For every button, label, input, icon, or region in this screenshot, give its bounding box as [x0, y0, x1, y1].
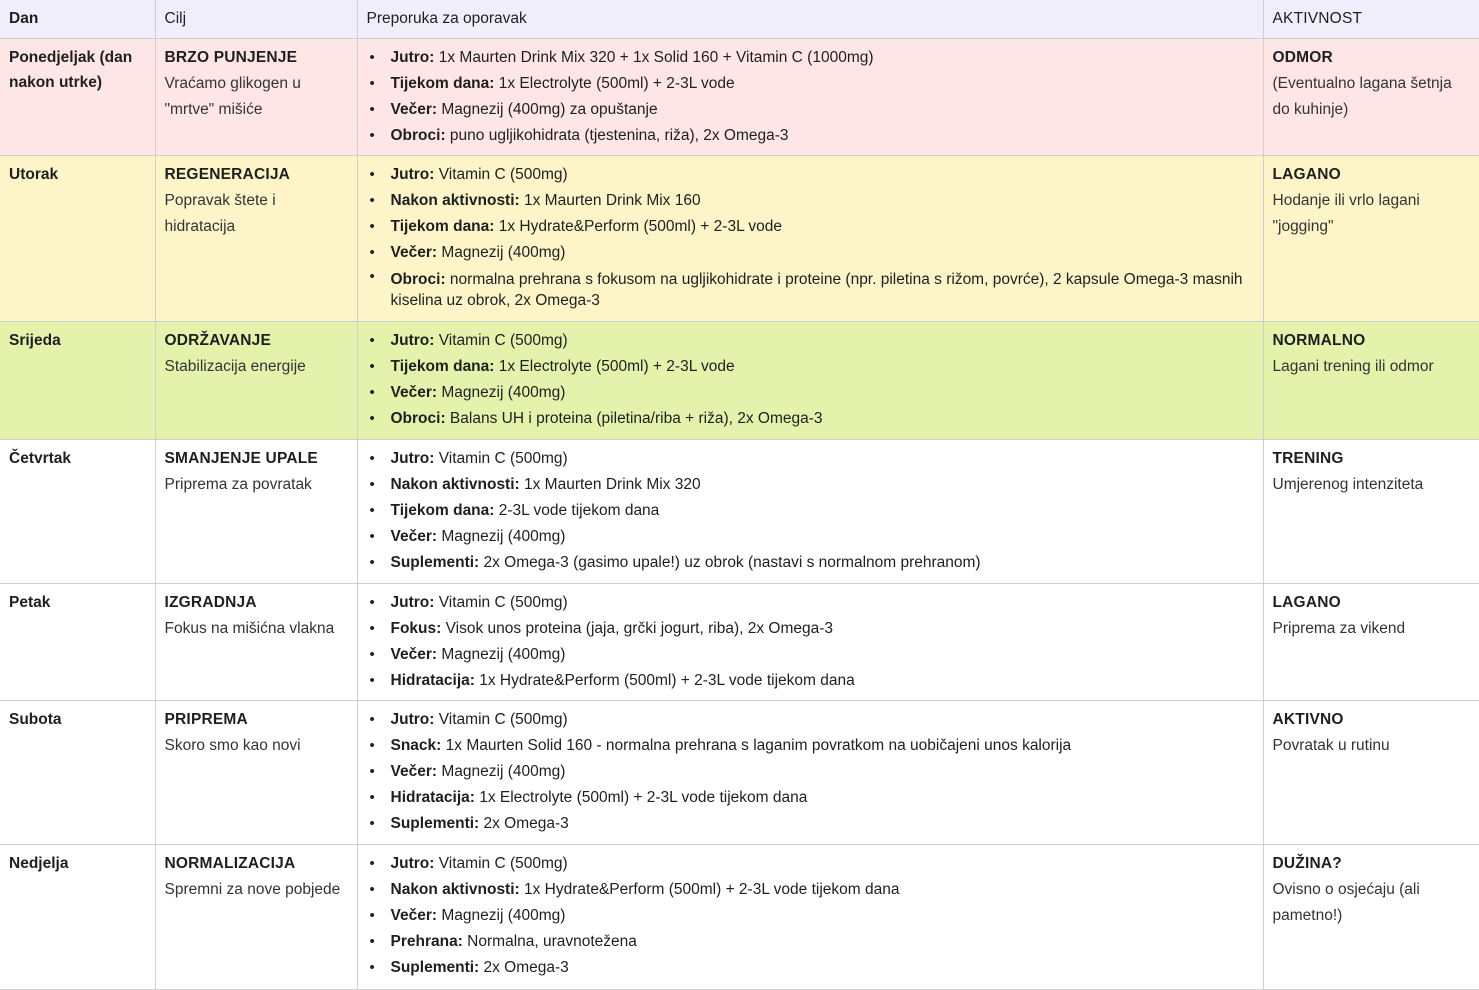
activity-description: Umjerenog intenziteta [1272, 476, 1424, 493]
goal-title: REGENERACIJA [164, 166, 291, 183]
item-label: Tijekom dana: [390, 502, 495, 519]
item-label: Jutro: [390, 711, 435, 728]
activity-title: LAGANO [1272, 594, 1341, 611]
list-item [391, 759, 1254, 785]
item-text: 1x Maurten Drink Mix 320 [519, 476, 701, 493]
activity-cell [1263, 584, 1479, 701]
list-item [391, 214, 1254, 240]
list-item [391, 45, 1254, 71]
list-item [391, 550, 1254, 576]
goal-cell [155, 440, 357, 584]
item-text: Magnezij (400mg) [437, 907, 566, 924]
list-item [391, 240, 1254, 266]
list-item [391, 733, 1254, 759]
item-label: Jutro: [390, 332, 435, 349]
goal-description: Popravak štete i hidratacija [164, 192, 276, 235]
activity-title: AKTIVNO [1272, 711, 1344, 728]
activity-title: LAGANO [1272, 166, 1341, 183]
day-label: Četvrtak [9, 450, 72, 467]
activity-cell [1263, 440, 1479, 584]
list-item [391, 668, 1254, 694]
item-text: 2x Omega-3 [479, 959, 569, 976]
recommendation-cell [357, 39, 1263, 156]
list-item [391, 188, 1254, 214]
activity-description: Lagani trening ili odmor [1272, 358, 1434, 375]
list-item [391, 354, 1254, 380]
list-item [391, 472, 1254, 498]
list-item [391, 97, 1254, 123]
item-label: Suplementi: [390, 815, 480, 832]
recommendation-cell [357, 701, 1263, 845]
list-item [391, 616, 1254, 642]
list-item [391, 524, 1254, 550]
activity-title: ODMOR [1272, 49, 1333, 66]
list-item [391, 328, 1254, 354]
recommendation-cell [357, 156, 1263, 322]
activity-cell [1263, 39, 1479, 156]
goal-title: PRIPREMA [164, 711, 248, 728]
item-text: Magnezij (400mg) [437, 763, 566, 780]
recommendation-list [367, 707, 1254, 837]
activity-title: NORMALNO [1272, 332, 1366, 349]
list-item [391, 446, 1254, 472]
recommendation-cell [357, 440, 1263, 584]
goal-title: BRZO PUNJENJE [164, 49, 298, 66]
recommendation-cell [357, 322, 1263, 440]
activity-description: Povratak u rutinu [1272, 737, 1390, 754]
activity-description: Ovisno o osjećaju (ali pametno!) [1272, 881, 1420, 924]
item-text: 1x Hydrate&Perform (500ml) + 2-3L vode tijekom dana [474, 672, 855, 689]
item-label: Tijekom dana: [390, 358, 495, 375]
goal-description: Priprema za povratak [164, 476, 312, 493]
item-label: Večer: [390, 101, 438, 118]
item-text: 1x Hydrate&Perform (500ml) + 2-3L vode tijekom dana [519, 881, 900, 898]
header-activity: AKTIVNOST [1263, 0, 1479, 39]
day-label: Petak [9, 594, 51, 611]
item-label: Jutro: [390, 166, 435, 183]
item-text: Balans UH i proteina (piletina/riba + riža), 2x Omega-3 [445, 410, 823, 427]
table-row [0, 845, 1479, 990]
table-row [0, 701, 1479, 845]
item-label: Večer: [390, 528, 438, 545]
day-cell [0, 701, 155, 845]
day-cell [0, 156, 155, 322]
day-cell [0, 39, 155, 156]
item-text: 1x Hydrate&Perform (500ml) + 2-3L vode [494, 218, 783, 235]
activity-description: Priprema za vikend [1272, 620, 1406, 637]
recommendation-list [367, 446, 1254, 576]
goal-title: NORMALIZACIJA [164, 855, 296, 872]
item-text: Normalna, uravnotežena [462, 933, 637, 950]
day-cell [0, 440, 155, 584]
item-label: Snack: [390, 737, 442, 754]
day-cell [0, 322, 155, 440]
list-item [391, 707, 1254, 733]
goal-description: Fokus na mišićna vlakna [164, 620, 335, 637]
day-cell [0, 845, 155, 990]
item-text: Vitamin C (500mg) [434, 166, 568, 183]
goal-description: Skoro smo kao novi [164, 737, 301, 754]
header-day: Dan [0, 0, 155, 39]
list-item [391, 406, 1254, 432]
recommendation-cell [357, 584, 1263, 701]
item-text: Vitamin C (500mg) [434, 711, 568, 728]
list-item [391, 71, 1254, 97]
item-text: 1x Maurten Drink Mix 320 + 1x Solid 160 + Vitamin C (1000mg) [434, 49, 874, 66]
item-text: 2x Omega-3 [479, 815, 569, 832]
header-recommendation: Preporuka za oporavak [357, 0, 1263, 39]
item-label: Večer: [390, 907, 438, 924]
item-text: puno ugljikohidrata (tjestenina, riža), 2x Omega-3 [445, 127, 789, 144]
item-text: Magnezij (400mg) [437, 384, 566, 401]
activity-cell [1263, 701, 1479, 845]
activity-cell [1263, 845, 1479, 990]
goal-cell [155, 845, 357, 990]
item-text: Vitamin C (500mg) [434, 332, 568, 349]
list-item [391, 929, 1254, 955]
list-item [391, 266, 1254, 313]
goal-description: Stabilizacija energije [164, 358, 306, 375]
item-text: 1x Maurten Solid 160 - normalna prehrana s laganim povratkom na uobičajeni unos kalorija [441, 737, 1072, 754]
item-text: 2-3L vode tijekom dana [494, 502, 660, 519]
list-item [391, 162, 1254, 188]
table-row [0, 156, 1479, 322]
goal-cell [155, 584, 357, 701]
item-text: Visok unos proteina (jaja, grčki jogurt, riba), 2x Omega-3 [441, 620, 834, 637]
recommendation-list [367, 851, 1254, 981]
item-label: Večer: [390, 763, 438, 780]
recommendation-list [367, 328, 1254, 432]
item-text: 1x Electrolyte (500ml) + 2-3L vode [494, 75, 735, 92]
item-label: Nakon aktivnosti: [390, 476, 520, 493]
list-item [391, 498, 1254, 524]
item-text: 1x Electrolyte (500ml) + 2-3L vode [494, 358, 735, 375]
item-label: Večer: [390, 646, 438, 663]
day-label: Subota [9, 711, 62, 728]
item-label: Nakon aktivnosti: [390, 192, 520, 209]
item-label: Jutro: [390, 855, 435, 872]
activity-title: TRENING [1272, 450, 1344, 467]
item-text: Vitamin C (500mg) [434, 594, 568, 611]
activity-cell [1263, 156, 1479, 322]
activity-description: Hodanje ili vrlo lagani "jogging" [1272, 192, 1420, 235]
item-label: Jutro: [390, 49, 435, 66]
item-label: Obroci: [390, 127, 446, 144]
list-item [391, 851, 1254, 877]
item-label: Prehrana: [390, 933, 463, 950]
item-label: Hidratacija: [390, 789, 475, 806]
item-text: Magnezij (400mg) [437, 528, 566, 545]
item-text: 1x Electrolyte (500ml) + 2-3L vode tijekom dana [474, 789, 808, 806]
goal-cell [155, 701, 357, 845]
activity-title: DUŽINA? [1272, 855, 1342, 872]
table-header [0, 0, 1479, 39]
item-text: 2x Omega-3 (gasimo upale!) uz obrok (nastavi s normalnom prehranom) [479, 554, 981, 571]
item-label: Obroci: [390, 271, 446, 288]
list-item [391, 642, 1254, 668]
day-label: Srijeda [9, 332, 61, 349]
day-cell [0, 584, 155, 701]
item-label: Suplementi: [390, 959, 480, 976]
item-label: Obroci: [390, 410, 446, 427]
list-item [391, 590, 1254, 616]
recommendation-cell [357, 845, 1263, 990]
table-row [0, 322, 1479, 440]
item-label: Fokus: [390, 620, 442, 637]
table-row [0, 39, 1479, 156]
item-label: Tijekom dana: [390, 75, 495, 92]
header-goal: Cilj [155, 0, 357, 39]
item-label: Tijekom dana: [390, 218, 495, 235]
item-label: Nakon aktivnosti: [390, 881, 520, 898]
item-label: Večer: [390, 384, 438, 401]
table-row [0, 440, 1479, 584]
activity-description: (Eventualno lagana šetnja do kuhinje) [1272, 75, 1452, 118]
item-label: Jutro: [390, 594, 435, 611]
item-text: Vitamin C (500mg) [434, 450, 568, 467]
list-item [391, 380, 1254, 406]
list-item [391, 811, 1254, 837]
item-label: Hidratacija: [390, 672, 475, 689]
item-label: Jutro: [390, 450, 435, 467]
item-text: Vitamin C (500mg) [434, 855, 568, 872]
goal-title: ODRŽAVANJE [164, 332, 271, 349]
item-text: Magnezij (400mg) za opuštanje [437, 101, 658, 118]
list-item [391, 785, 1254, 811]
list-item [391, 955, 1254, 981]
item-text: 1x Maurten Drink Mix 160 [519, 192, 701, 209]
goal-cell [155, 39, 357, 156]
goal-title: SMANJENJE UPALE [164, 450, 318, 467]
list-item [391, 123, 1254, 149]
recommendation-list [367, 45, 1254, 149]
item-text: normalna prehrana s fokusom na ugljikohidrate i proteine (npr. piletina s rižom, povrće), 2 kapsule Omega-3 masnih kiselina uz obrok, 2x Omega-3 [390, 271, 1243, 309]
table-row [0, 584, 1479, 701]
item-text: Magnezij (400mg) [437, 244, 566, 261]
goal-cell [155, 322, 357, 440]
recommendation-list [367, 590, 1254, 694]
goal-title: IZGRADNJA [164, 594, 257, 611]
goal-cell [155, 156, 357, 322]
item-label: Večer: [390, 244, 438, 261]
day-label: Utorak [9, 166, 59, 183]
list-item [391, 877, 1254, 903]
day-label: Ponedjeljak (dan nakon utrke) [9, 49, 133, 91]
goal-description: Spremni za nove pobjede [164, 881, 341, 898]
day-label: Nedjelja [9, 855, 69, 872]
activity-cell [1263, 322, 1479, 440]
item-label: Suplementi: [390, 554, 480, 571]
goal-description: Vraćamo glikogen u "mrtve" mišiće [164, 75, 301, 118]
recommendation-list [367, 162, 1254, 313]
item-text: Magnezij (400mg) [437, 646, 566, 663]
list-item [391, 903, 1254, 929]
